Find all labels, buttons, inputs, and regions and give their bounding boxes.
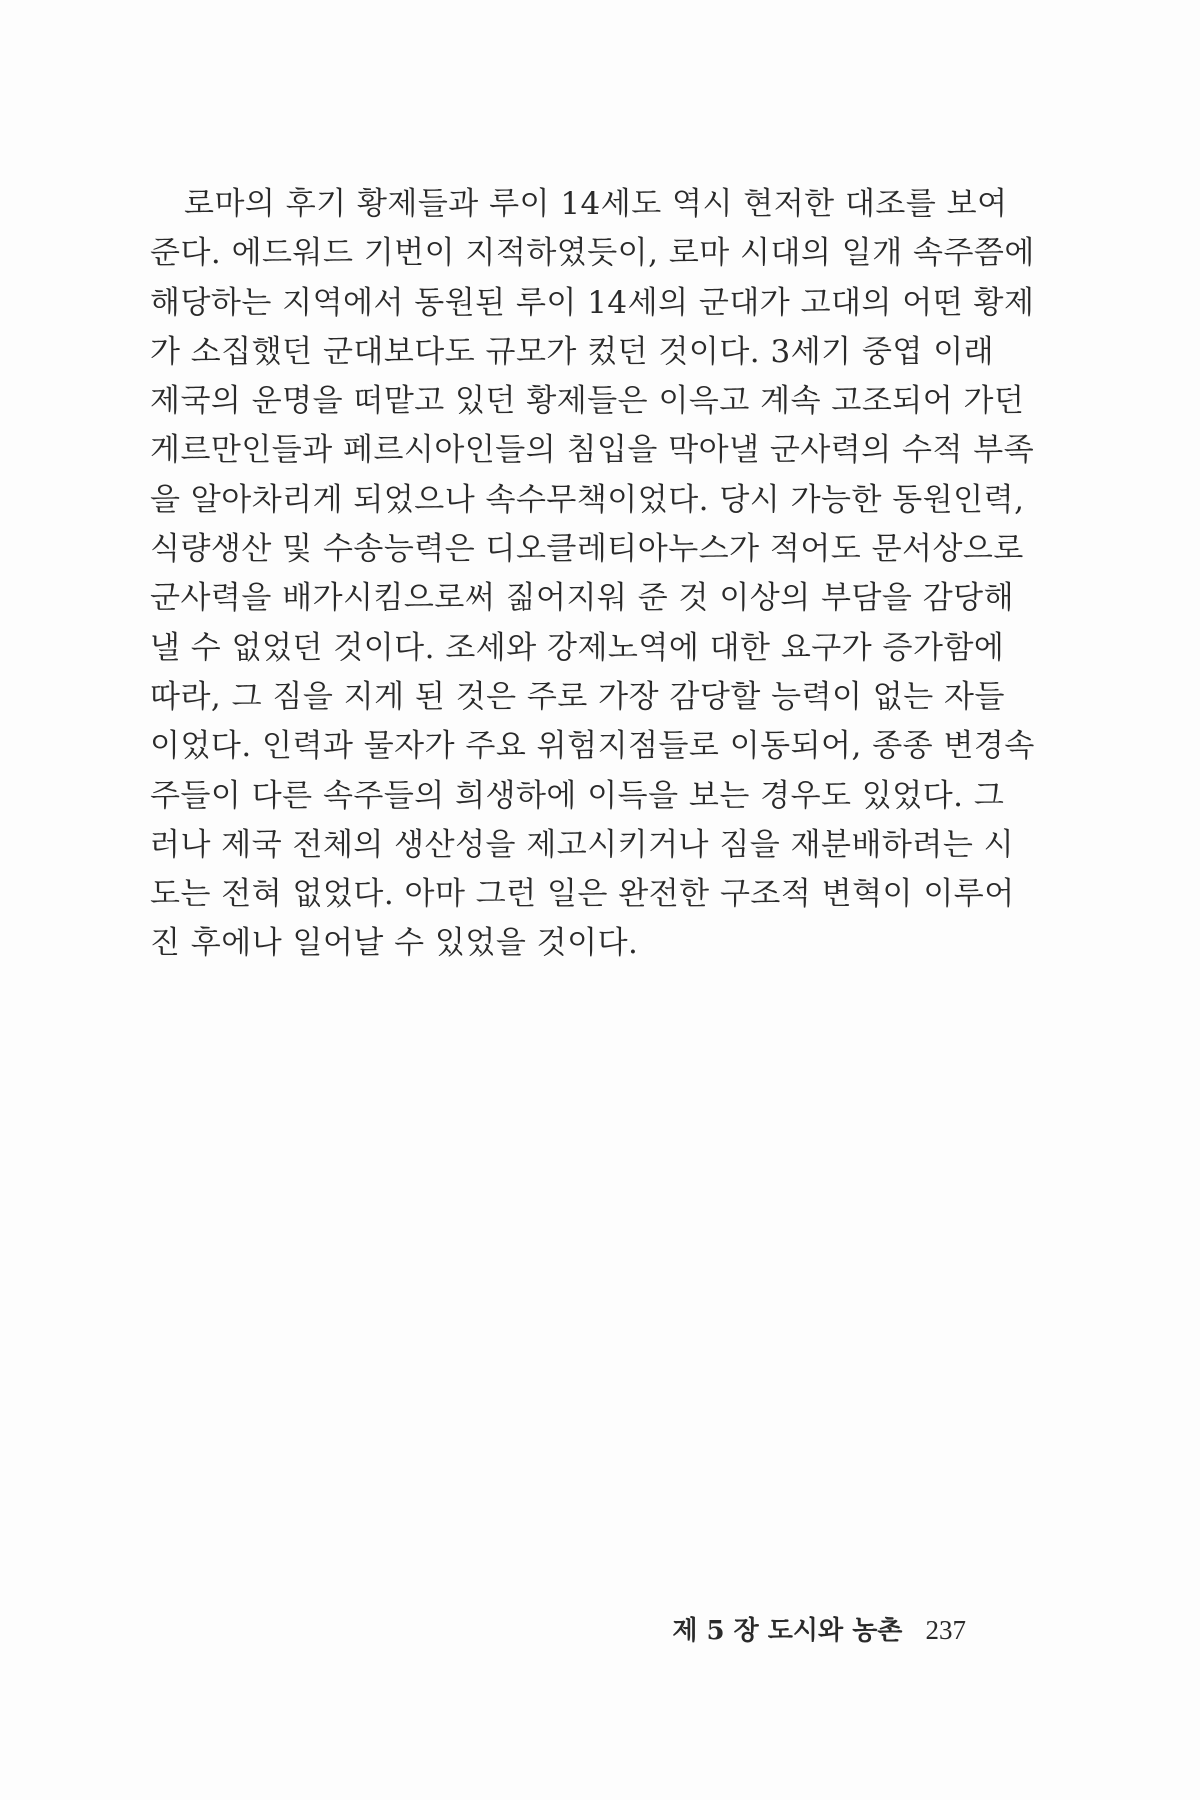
text-line: 게르만인들과 페르시아인들의 침입을 막아낼 군사력의 수적 부족 xyxy=(150,432,1035,469)
chapter-title: 제 5 장 도시와 농촌 xyxy=(672,1616,903,1646)
text-line: 군사력을 배가시킴으로써 짊어지워 준 것 이상의 부담을 감당해 xyxy=(150,580,1015,617)
text-line: 이었다. 인력과 물자가 주요 위험지점들로 이동되어, 종종 변경속 xyxy=(150,728,1035,765)
page-number: 237 xyxy=(925,1615,966,1645)
text-line: 준다. 에드워드 기번이 지적하였듯이, 로마 시대의 일개 속주쯤에 xyxy=(150,235,1035,272)
text-line: 도는 전혀 없었다. 아마 그런 일은 완전한 구조적 변혁이 이루어 xyxy=(150,876,1015,913)
text-line: 로마의 후기 황제들과 루이 14세도 역시 현저한 대조를 보여 xyxy=(184,186,1008,222)
text-line: 진 후에나 일어날 수 있었을 것이다. xyxy=(150,925,639,962)
text-line: 제국의 운명을 떠맡고 있던 황제들은 이윽고 계속 고조되어 가던 xyxy=(150,383,1025,420)
text-line: 가 소집했던 군대보다도 규모가 컸던 것이다. 3세기 중엽 이래 xyxy=(150,333,995,370)
text-line: 러나 제국 전체의 생산성을 제고시키거나 짐을 재분배하려는 시 xyxy=(150,826,1015,863)
body-paragraph xyxy=(150,180,1035,969)
text-line: 따라, 그 짐을 지게 된 것은 주로 가장 감당할 능력이 없는 자들 xyxy=(150,678,1005,715)
text-line: 해당하는 지역에서 동원된 루이 14세의 군대가 고대의 어떤 황제 xyxy=(150,284,1035,321)
text-line: 식량생산 및 수송능력은 디오클레티아누스가 적어도 문서상으로 xyxy=(150,531,1024,568)
running-footer xyxy=(672,1610,966,1647)
text-line: 낼 수 없었던 것이다. 조세와 강제노역에 대한 요구가 증가함에 xyxy=(150,629,1005,666)
text-line: 을 알아차리게 되었으나 속수무책이었다. 당시 가능한 동원인력, xyxy=(150,481,1025,518)
text-line: 주들이 다른 속주들의 희생하에 이득을 보는 경우도 있었다. 그 xyxy=(150,777,1005,814)
